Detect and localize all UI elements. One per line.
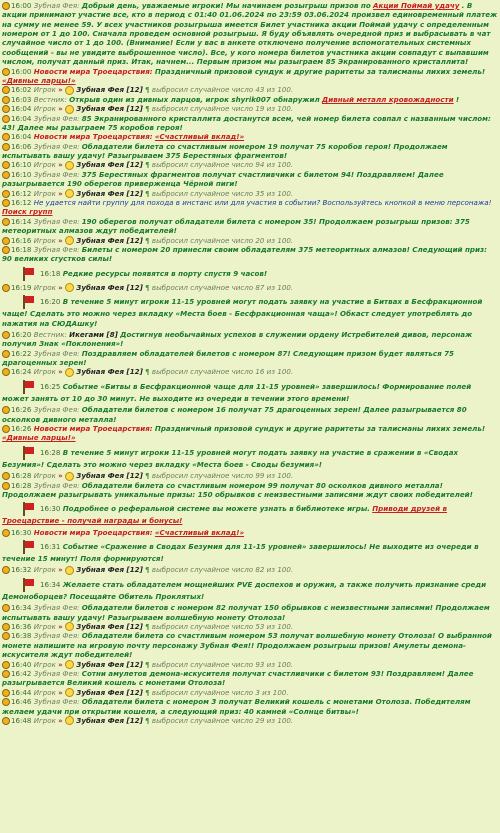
chat-message [2,528,498,537]
message-author: Зубная Фея: [33,348,80,358]
timestamp: 16:24 [11,367,32,377]
player-name[interactable]: Зубная Фея [12] [76,85,143,95]
chat-message [2,189,498,199]
chat-message [2,349,498,368]
timestamp: 16:12 [11,198,32,208]
event-flag-icon [22,295,34,309]
coin-icon [65,660,74,669]
coin-icon [65,566,74,575]
chat-message [2,537,498,565]
event-flag-icon [22,502,34,516]
player-name[interactable]: Зубная Фея [12] [76,687,143,697]
message-author: Игрок [33,621,56,631]
info-dot-icon [2,133,10,141]
message-text: выбросил случайное число 29 из 100. [151,715,294,725]
palm-icon: ¶ [145,85,150,95]
player-name[interactable]: Зубная Фея [12] [76,565,143,575]
message-text: 85 Экранированного кристаллита достанутся всем, чей номер билета совпал с названным числом: 43! Далее мы разыграем 75 коробов героя! [2,113,491,132]
info-dot-icon [2,717,10,725]
palm-icon: ¶ [145,687,150,697]
event-flag-icon [22,446,34,460]
message-text: Праздничный призовой сундук и другие раритеты за талисманы лихих земель! [154,424,486,433]
chat-message [2,85,498,95]
palm-icon: ¶ [145,715,150,725]
info-dot-icon [2,482,10,490]
info-dot-icon [2,86,10,94]
message-text: Обладатели билета со счастливым номером 19 получат 75 коробов героя! Продолжаем испытывать вашу удачу! Разыгрываем 375 Берестяных фрагментов! [2,141,448,161]
message-text: выбросил случайное число 16 из 100. [151,367,294,377]
message-text: В течение 5 минут игроки 11-15 уровней могут подать заявку на участие в сражении в «Сводах Безумия»! Сделать это можно через вкладку «Места боев - Своды безумия»! [2,447,459,469]
message-link[interactable]: Дивный металл кровожадности [321,94,454,104]
chat-message [2,603,498,622]
info-dot-icon [2,623,10,631]
chat-message [2,471,498,481]
arrow-icon: » [58,367,63,377]
info-dot-icon [2,632,10,640]
chat-message [2,499,498,527]
info-dot-icon [2,199,10,207]
palm-icon: ¶ [145,659,150,669]
message-author: Игрок [33,687,56,697]
event-flag-icon [22,380,34,394]
arrow-icon: » [58,471,63,481]
info-dot-icon [2,529,10,537]
chat-message [2,660,498,670]
message-author: Игрок [33,160,56,170]
timestamp: 16:34 [11,603,32,613]
timestamp: 16:36 [11,621,32,631]
message-text: 190 оберегов получат обладатели билета с номером 35! Продолжаем розыгрыш призов: 375 метеоритных алмазов ждут победителей! [2,216,470,236]
message-author: Зубная Фея: [33,669,80,679]
timestamp: 16:00 [11,66,32,76]
message-author: Вестник: [33,94,67,104]
message-text: В течение 5 минут игроки 11-15 уровней могут подать заявку на участие в Битвах в Бесфракционной чаще! Сделать это можно через вкладку «Места боев - Бесфракционная чаща»! Обкаст следует употреблять до нажатия на СЮДАшку! [2,297,483,328]
chat-message [2,697,498,716]
player-name[interactable]: Зубная Фея [12] [76,104,143,114]
chat-message [2,716,498,726]
chat-message [2,367,498,377]
message-text: Обладатели билета со счастливым номером 99 получат 80 осколков дивного металла! Продолжаем разыгрывать уникальные призы: 150 обрывков с неизвестными записями ждут своих победителей! [2,480,473,499]
palm-icon: ¶ [145,235,150,245]
coin-icon [65,283,74,292]
chat-message [2,1,498,67]
message-text: Обладатели билетов с номером 82 получат 150 обрывков с неизвестными записями! Продолжаем испытывать вашу удачу! Разыгрываем волшебную монету Отолоза! [2,603,490,622]
message-author: Новости мира Троецарствия: [33,132,153,142]
arrow-icon: » [58,687,63,697]
chat-message [2,67,498,86]
timestamp: 16:20 [40,297,61,307]
message-author: Игрок [33,471,56,481]
info-dot-icon [2,96,10,104]
event-flag-icon [22,540,34,554]
timestamp: 16:46 [11,697,32,707]
palm-icon: ¶ [145,565,150,575]
timestamp: 16:38 [11,631,32,641]
info-dot-icon [2,368,10,376]
timestamp: 16:34 [40,579,61,589]
message-author: Игрок [33,659,56,669]
arrow-icon: » [58,659,63,669]
timestamp: 16:42 [11,669,32,679]
arrow-icon: » [58,565,63,575]
timestamp: 16:19 [11,282,32,292]
chat-message [2,170,498,189]
chat-message [2,377,498,405]
message-author: Не удается найти группу для похода в инстанс или для участия в событии? Воспользуйтесь кнопкой [33,198,416,208]
message-link[interactable]: «Дивные ларцы!» [2,433,76,443]
timestamp: 16:44 [11,687,32,697]
chat-message [2,669,498,688]
timestamp: 16:28 [40,447,61,457]
coin-icon [65,105,74,114]
message-link[interactable]: «Счастливый вклад!» [154,527,245,537]
message-text: выбросил случайное число 43 из 100. [151,85,294,95]
info-dot-icon [2,115,10,123]
message-author: Игрок [33,235,56,245]
timestamp: 16:25 [40,381,61,391]
info-dot-icon [2,566,10,574]
message-text: Открыв один из дивных ларцов, игрок shyrik007 обнаружил [69,94,320,104]
arrow-icon: » [58,85,63,95]
message-text: Билеты с номером 20 принесли своим обладателям 375 метеоритных алмазов! Следующий приз: 90 великих сгустков силы! [2,245,487,264]
message-author: Зубная Фея: [33,631,80,641]
message-text-2: ! [455,94,460,104]
timestamp: 16:12 [11,188,32,198]
arrow-icon: » [58,282,63,292]
info-dot-icon [2,425,10,433]
message-text: выбросил случайное число 53 из 100. [151,621,294,631]
arrow-icon: » [58,188,63,198]
message-author: Игрок [33,188,56,198]
message-author: Игрок [33,367,56,377]
info-dot-icon [2,143,10,151]
chat-message [2,95,498,104]
timestamp: 16:18 [40,268,61,278]
chat-message [2,198,498,217]
message-text: выбросил случайное число 99 из 100. [151,471,294,481]
message-text: в меню персонажа! [418,198,492,208]
player-name[interactable]: Зубная Фея [12] [76,659,143,669]
message-author: Новости мира Троецарствия: [33,424,153,433]
timestamp: 16:00 [11,1,32,10]
message-text: Достигнув необычайных успехов в служении ордену Истребителей дивов, персонаж [120,329,473,339]
message-text: выбросил случайное число 82 из 100. [151,565,294,575]
message-author: Зубная Фея: [33,603,80,613]
palm-icon: ¶ [145,367,150,377]
message-author: Игрок [33,715,56,725]
message-text: выбросил случайное число 20 из 100. [151,235,294,245]
message-text: Событие «Битвы в Бесфракционной чаще для 11-15 уровней» завершилось! Формирование полей может занять от 10 до 30 минут. Не выходите из очереди в течении этого времени! [2,381,472,403]
message-text: Обладатели билета со счастливым номером 53 получат волшебную монету Отолоза! О выбранной монете напишите на игровую почту персонажу Зубная Фея!! Продолжаем розыгрыш призов! Амулеты демона-искусителя ждут победителей! [2,631,492,660]
timestamp: 16:20 [11,329,32,339]
timestamp: 16:18 [11,245,32,255]
chat-message [2,264,498,283]
message-author: Игрок [33,85,56,95]
message-author: Зубная Фея: [33,480,80,490]
info-dot-icon [2,331,10,339]
info-dot-icon [2,350,10,358]
info-dot-icon [2,190,10,198]
chat-message [2,622,498,632]
message-text: выбросил случайное число 35 из 100. [151,188,294,198]
message-text: выбросил случайное число 93 из 100. [151,659,294,669]
timestamp: 16:28 [11,471,32,481]
message-text: Обладатели билетов с номером 16 получат 75 драгоценных зерен! Далее разыгрывается 80 осколков дивного металла! [2,405,467,424]
chat-message [2,142,498,161]
chat-message [2,575,498,603]
message-author: Зубная Фея: [33,216,80,226]
message-text: Подробнее о реферальной системе вы можете узнать в библиотеке игры. [62,504,370,514]
timestamp: 16:30 [40,504,61,514]
palm-icon: ¶ [145,621,150,631]
timestamp: 16:14 [11,216,32,226]
chat-message [2,292,498,330]
chat-message [2,565,498,575]
timestamp: 16:03 [11,94,32,104]
player-name[interactable]: Икегами [8] [69,329,118,339]
info-dot-icon [2,604,10,612]
message-author: Игрок [33,565,56,575]
chat-message [2,631,498,659]
chat-message [2,217,498,236]
message-text: 375 Берестяных фрагментов получат счастливчики с билетом 94! Поздравляем! Далее разыгрывается 190 оберегов приверженца Чёрной пиги! [2,169,444,189]
info-dot-icon [2,218,10,226]
message-text: Обладатели билета с номером 3 получат Великий кошель с монетами Отолоза. Победителям желаем удачи при открытии кошеля, а следующий приз: 40 камней «Солнце битвы»! [2,697,471,716]
message-author: Зубная Фея: [33,1,80,10]
timestamp: 16:26 [11,424,32,433]
info-dot-icon [2,406,10,414]
message-author: Зубная Фея: [33,405,80,415]
info-dot-icon [2,698,10,706]
message-text-2: . В акции принимают участие все, кто в период с 01:40 01.06.2024 по 23:59 03.06.2024 произвел единовременный платеж на сумму не менее 59. У всех участников розыгрыша имеется Билет участника акции Поймай удачу с определенным номером от 1 до 100. Сначала проведем основной розыгрыш. Я буду объявлять очередной приз и выбрасывать в чат случайное число от 1 до 100. (Внимание! Если у вас в анкете отключено получение вспомогательных системных сообщений - вы не увидите выброшенное число). Все, у кого номера билетов участника акции совпадут с выпавшим числом, получат данный приз. Итак, начнем... Первым призом мы разыграем 85 Экранированного кристаллита! [2,1,498,67]
timestamp: 16:16 [11,235,32,245]
message-author: Новости мира Троецарствия: [33,527,153,537]
message-link[interactable]: Поиск групп [2,207,53,217]
timestamp: 16:10 [11,160,32,170]
timestamp: 16:28 [11,480,32,490]
message-text: Событие «Сражение в Сводах Безумия для 11-15 уровней» завершилось! Не выходите из очереди в течение 15 минут! Поля формируются! [2,542,479,564]
message-text: выбросил случайное число 3 из 100. [151,687,289,697]
info-dot-icon [2,472,10,480]
message-link[interactable]: Приводи друзей в Троецарствие - получай награды и бонусы! [2,504,448,526]
timestamp: 16:10 [11,169,32,179]
message-text: Сотни амулетов демона-искусителя получат счастливчики с билетом 93! Поздравляем! Далее разыгрывается Великий кошель с монетами Отолоза! [2,669,474,688]
chat-message [2,283,498,293]
info-dot-icon [2,2,10,10]
message-author: Зубная Фея: [33,169,80,179]
chat-message [2,236,498,246]
coin-icon [65,688,74,697]
message-author: Новости мира Троецарствия: [33,66,153,76]
palm-icon: ¶ [145,160,150,170]
player-name[interactable]: Зубная Фея [12] [76,471,143,481]
message-author: Зубная Фея: [33,245,80,255]
palm-icon: ¶ [145,471,150,481]
player-name[interactable]: Зубная Фея [12] [76,367,143,377]
message-text: Поздравляем обладателей билетов с номером 87! Следующим призом будет являться 75 драгоценных зерен! [2,348,454,368]
timestamp: 16:06 [11,141,32,151]
timestamp: 16:30 [11,527,32,537]
message-text: выбросил случайное число 19 из 100. [151,104,294,114]
arrow-icon: » [58,235,63,245]
message-text-2: получил Знак «Поклонения»! [2,339,124,349]
chat-message [2,245,498,264]
timestamp: 16:32 [11,565,32,575]
info-dot-icon [2,689,10,697]
player-name[interactable]: Зубная Фея [12] [76,160,143,170]
message-author: Зубная Фея: [33,141,80,151]
arrow-icon: » [58,160,63,170]
palm-icon: ¶ [145,188,150,198]
chat-message [2,104,498,114]
message-text: Добрый день, уважаемые игроки! Мы начинаем розыгрыш призов по [81,1,371,10]
palm-icon: ¶ [145,104,150,114]
coin-icon [65,716,74,725]
coin-icon [65,622,74,631]
message-author: Зубная Фея: [33,697,80,707]
player-name[interactable]: Зубная Фея [12] [76,715,143,725]
arrow-icon: » [58,621,63,631]
chat-message [2,481,498,500]
info-dot-icon [2,670,10,678]
player-name[interactable]: Зубная Фея [12] [76,235,143,245]
timestamp: 16:04 [11,132,32,142]
timestamp: 16:02 [11,85,32,95]
timestamp: 16:04 [11,113,32,123]
coin-icon [65,189,74,198]
chat-message [2,405,498,424]
timestamp: 16:26 [11,405,32,415]
coin-icon [65,236,74,245]
chat-message [2,114,498,133]
info-dot-icon [2,105,10,113]
message-link[interactable]: «Счастливый вклад!» [154,132,245,142]
chat-message [2,330,498,349]
arrow-icon: » [58,104,63,114]
message-author: Игрок [33,282,56,292]
message-text: Праздничный призовой сундук и другие раритеты за талисманы лихих земель! [154,66,486,76]
info-dot-icon [2,161,10,169]
timestamp: 16:22 [11,348,32,358]
info-dot-icon [2,246,10,254]
player-name[interactable]: Зубная Фея [12] [76,282,143,292]
coin-icon [65,161,74,170]
player-name[interactable]: Зубная Фея [12] [76,621,143,631]
message-link[interactable]: «Дивные ларцы!» [2,75,76,85]
chat-message [2,424,498,443]
info-dot-icon [2,68,10,76]
message-author: Зубная Фея: [33,113,80,123]
message-text: выбросил случайное число 87 из 100. [151,282,294,292]
player-name[interactable]: Зубная Фея [12] [76,188,143,198]
message-text: выбросил случайное число 94 из 100. [151,160,294,170]
info-dot-icon [2,661,10,669]
chat-message [2,443,498,471]
info-dot-icon [2,237,10,245]
event-flag-icon [22,267,34,281]
coin-icon [65,86,74,95]
message-link[interactable]: Акции Поймай удачу [372,1,460,10]
chat-message [2,160,498,170]
event-flag-icon [22,578,34,592]
info-dot-icon [2,284,10,292]
palm-icon: ¶ [145,282,150,292]
chat-message [2,688,498,698]
arrow-icon: » [58,715,63,725]
message-author: Вестник: [33,329,67,339]
timestamp: 16:04 [11,104,32,114]
coin-icon [65,472,74,481]
timestamp: 16:40 [11,659,32,669]
timestamp: 16:48 [11,715,32,725]
message-text: Редкие ресурсы появятся в порту спустя 9 часов! [62,268,268,278]
timestamp: 16:31 [40,542,61,552]
coin-icon [65,368,74,377]
chat-message [2,132,498,141]
message-author: Игрок [33,104,56,114]
info-dot-icon [2,171,10,179]
message-text: Желаете стать обладателем мощнейших PVE доспехов и оружия, а также получить признание среди Демоноборцев? Посещайте Обитель Проклятых! [2,579,487,601]
